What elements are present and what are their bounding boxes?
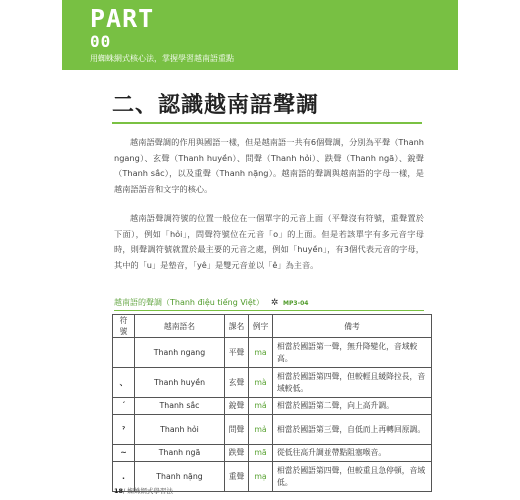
header-example: 例字	[249, 315, 273, 338]
table-title-text: 越南語的聲調（Thanh điệu tiếng Việt）	[114, 298, 264, 307]
tone-symbol: ˊ	[113, 398, 135, 415]
table-row	[113, 445, 432, 462]
section-title-underline	[112, 122, 422, 124]
tone-note: 相當於國語第四聲，但較重且急停頓，音域低。	[273, 462, 432, 492]
part-subtitle: 用蜘蛛網式核心法，掌握學習越南語重點	[90, 54, 234, 63]
tone-name: Thanh ngang	[135, 338, 225, 368]
table-title	[114, 297, 308, 310]
tone-name: Thanh huyền	[135, 368, 225, 398]
tone-name: Thanh ngã	[135, 445, 225, 462]
table-row	[113, 368, 432, 398]
tone-symbol: .	[113, 462, 135, 492]
tone-example: mả	[249, 415, 273, 445]
tone-chinese: 跌聲	[225, 445, 249, 462]
tone-example: má	[249, 398, 273, 415]
tone-chinese: 重聲	[225, 462, 249, 492]
tone-name: Thanh sắc	[135, 398, 225, 415]
tone-note: 相當於國語第一聲，無升降變化，音域較高。	[273, 338, 432, 368]
table-title-underline	[114, 310, 424, 311]
footer-separator: /	[123, 487, 126, 495]
tone-symbol: ˀ	[113, 415, 135, 445]
audio-track-label[interactable]: MP3-04	[283, 300, 309, 307]
header-chinese-name: 課名	[225, 315, 249, 338]
tone-note: 相當於國語第二聲，向上高升調。	[273, 398, 432, 415]
tone-chinese: 銳聲	[225, 398, 249, 415]
tone-example: mà	[249, 368, 273, 398]
part-label: PART	[90, 4, 155, 33]
tone-example: mạ	[249, 462, 273, 492]
table-row	[113, 415, 432, 445]
tone-chinese: 平聲	[225, 338, 249, 368]
header-symbol: 符號	[113, 315, 135, 338]
part-header-banner	[62, 0, 458, 70]
spider-icon: ✲	[270, 298, 279, 308]
paragraph-tone-marks: 越南語聲調符號的位置一般位在一個單字的元音上面（平聲沒有符號，重聲置於下面），例如「hỏi」，問聲符號位在元音「o」的上面。但是若該單字有多元音字母時，則聲調符號就置於最主要的元音之處，例如「huyền」，有3個代表元音的字母，其中的「u」是墊音，「yê」是雙元音並以「ê」為主音。	[114, 213, 424, 270]
paragraph-intro: 越南語聲調的作用與國語一樣，但是越南語一共有6個聲調，分別為平聲（Thanh ngang）、玄聲（Thanh huyền）、問聲（Thanh hỏi）、跌聲（Thanh ngã）、銳聲（Thanh sắc），以及重聲（Thanh nặng）。越南語的聲調與越南語的字母一樣，是越南語語音和文字的核心。	[114, 137, 424, 194]
book-page	[62, 0, 458, 500]
tone-note: 從低往高升調並帶點阻塞喉音。	[273, 445, 432, 462]
part-number: 00	[90, 32, 112, 51]
header-vietnamese-name: 越南語名	[135, 315, 225, 338]
tone-symbol: 、	[113, 368, 135, 398]
tone-symbol	[113, 338, 135, 368]
tone-example: ma	[249, 338, 273, 368]
tone-chinese: 玄聲	[225, 368, 249, 398]
table-header-row	[113, 315, 432, 338]
page-footer	[114, 486, 173, 496]
tone-note: 相當於國語第四聲，但較輕且緩降拉長，音域較低。	[273, 368, 432, 398]
tone-note: 相當於國語第三聲，自低而上再轉回原調。	[273, 415, 432, 445]
tone-name: Thanh nặng	[135, 462, 225, 492]
footer-text: 蜘蛛網式學習法	[127, 487, 173, 495]
tone-name: Thanh hỏi	[135, 415, 225, 445]
header-note: 備考	[273, 315, 432, 338]
tone-example: mã	[249, 445, 273, 462]
tone-chinese: 問聲	[225, 415, 249, 445]
tone-table	[112, 314, 432, 492]
section-title: 二、認識越南語聲調	[112, 93, 320, 118]
page-number: 18	[114, 487, 124, 495]
table-row	[113, 398, 432, 415]
tone-symbol: ~	[113, 445, 135, 462]
table-row	[113, 338, 432, 368]
